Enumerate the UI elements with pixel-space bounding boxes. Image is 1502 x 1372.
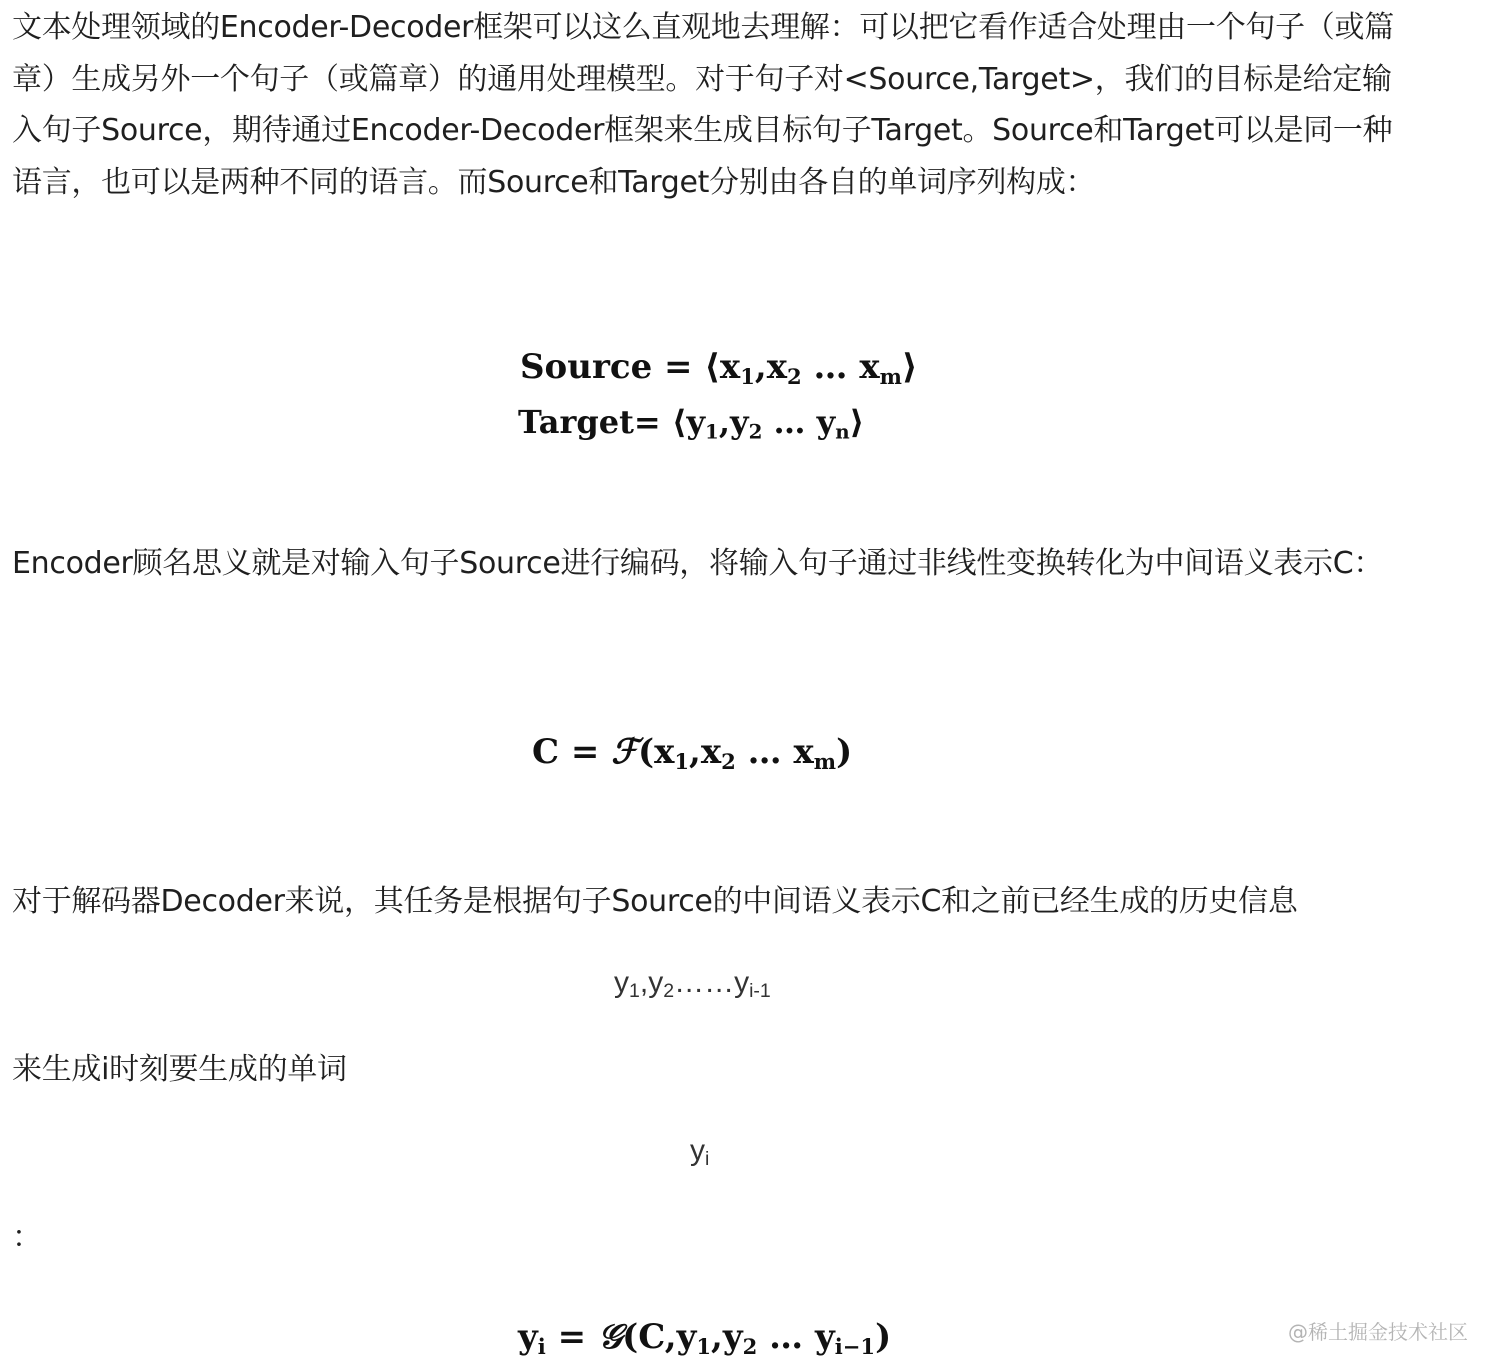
formula-source [520,347,918,389]
formula-c-function: ℱ [611,732,638,772]
formula-target-sep: , [718,403,730,441]
formula-source-eq: = ⟨ [652,347,720,387]
formula-source-sub2: 2 [786,363,802,389]
formula-c-sep: , [689,732,701,772]
formula-g-subim1: i−1 [834,1333,876,1359]
paragraph-colon: ： [12,1220,42,1255]
formula-c-x1: x [654,732,675,772]
formula-g-function: 𝒢 [597,1317,623,1357]
formula-yi-sub: i [705,1147,710,1170]
formula-target-y1: y [686,403,706,441]
formula-c-subm: m [813,748,837,774]
formula-target-eq: = ⟨ [633,403,687,441]
formula-target-close: ⟩ [849,403,865,441]
formula-yi [690,1134,710,1170]
formula-target [518,403,865,444]
formula-target-sub1: 1 [705,419,719,444]
formula-target-dots: … [762,403,817,441]
formula-g-sub2: 2 [742,1333,758,1359]
formula-source-xm: x [859,347,880,387]
formula-g-lhs-sub: i [537,1333,546,1359]
formula-target-sub2: 2 [748,419,763,444]
formula-source-sep: , [754,347,767,387]
formula-source-close: ⟩ [901,347,918,387]
formula-g-y2: y [722,1317,743,1357]
formula-c-open: ( [637,732,655,772]
formula-target-yn: y [816,403,836,441]
formula-target-y2: y [729,403,749,441]
formula-history-y1: y [614,966,629,999]
formula-target-subn: n [835,419,850,444]
formula-g-lhs-y: y [518,1317,538,1357]
formula-source-dots: … [801,347,860,387]
formula-g-sep2: , [711,1317,723,1357]
formula-c-sub2: 2 [721,748,736,774]
formula-g-close: ) [875,1317,892,1357]
formula-c-lhs: C [532,732,560,772]
formula-g-eq: = [545,1317,598,1357]
formula-c-x2: x [700,732,722,772]
formula-history-sub1: 1 [629,979,640,1002]
formula-source-sub1: 1 [740,363,755,389]
paragraph-intro: 文本处理领域的Encoder-Decoder框架可以这么直观地去理解：可以把它看作适合处理由一个句子（或篇章）生成另外一个句子（或篇章）的通用处理模型。对于句子对<Source,Target>，我们的目标是给定输入句子Source，期待通过Encoder-Decoder框架来生成目标句子Target。Source和Target可以是同一种语言，也可以是两种不同的语言。而Source和Target分别由各自的单词序列构成： [12,10,1394,200]
formula-history-sep: , [639,966,649,999]
formula-history [614,966,771,1002]
formula-history-sub2: 2 [663,979,675,1002]
formula-source-x1: x [719,347,741,387]
formula-c-xm: x [793,732,814,772]
paragraph-generate: 来生成i时刻要生成的单词 [12,1052,347,1087]
formula-history-dots: …… [674,966,735,999]
formula-yi-y: y [690,1134,705,1167]
watermark: @稀土掘金技术社区 [1288,1320,1468,1344]
formula-encoder-c [532,732,853,774]
formula-decoder-g [518,1317,892,1359]
formula-history-yi: y [734,966,750,999]
paragraph-decoder: 对于解码器Decoder来说，其任务是根据句子Source的中间语义表示C和之前已经生成的历史信息 [12,884,1298,919]
formula-history-y2: y [648,966,664,999]
formula-g-c: C [638,1317,665,1357]
paragraph-encoder: Encoder顾名思义就是对输入句子Source进行编码，将输入句子通过非线性变换转化为中间语义表示C： [12,546,1384,581]
formula-source-subm: m [879,363,902,389]
formula-c-close: ) [836,732,853,772]
formula-c-eq: = [559,732,612,772]
formula-g-sub1: 1 [696,1333,712,1359]
formula-g-y1: y [676,1317,697,1357]
formula-source-lhs: Source [520,347,653,387]
formula-g-sep1: , [664,1317,677,1357]
formula-g-open: ( [622,1317,639,1357]
formula-target-lhs: Target [518,403,634,441]
formula-g-dots: … [757,1317,815,1357]
formula-g-yim1: y [814,1317,835,1357]
formula-c-sub1: 1 [674,748,690,774]
formula-source-x2: x [766,347,787,387]
formula-c-dots: … [735,732,794,772]
formula-history-subi: i-1 [749,979,771,1002]
